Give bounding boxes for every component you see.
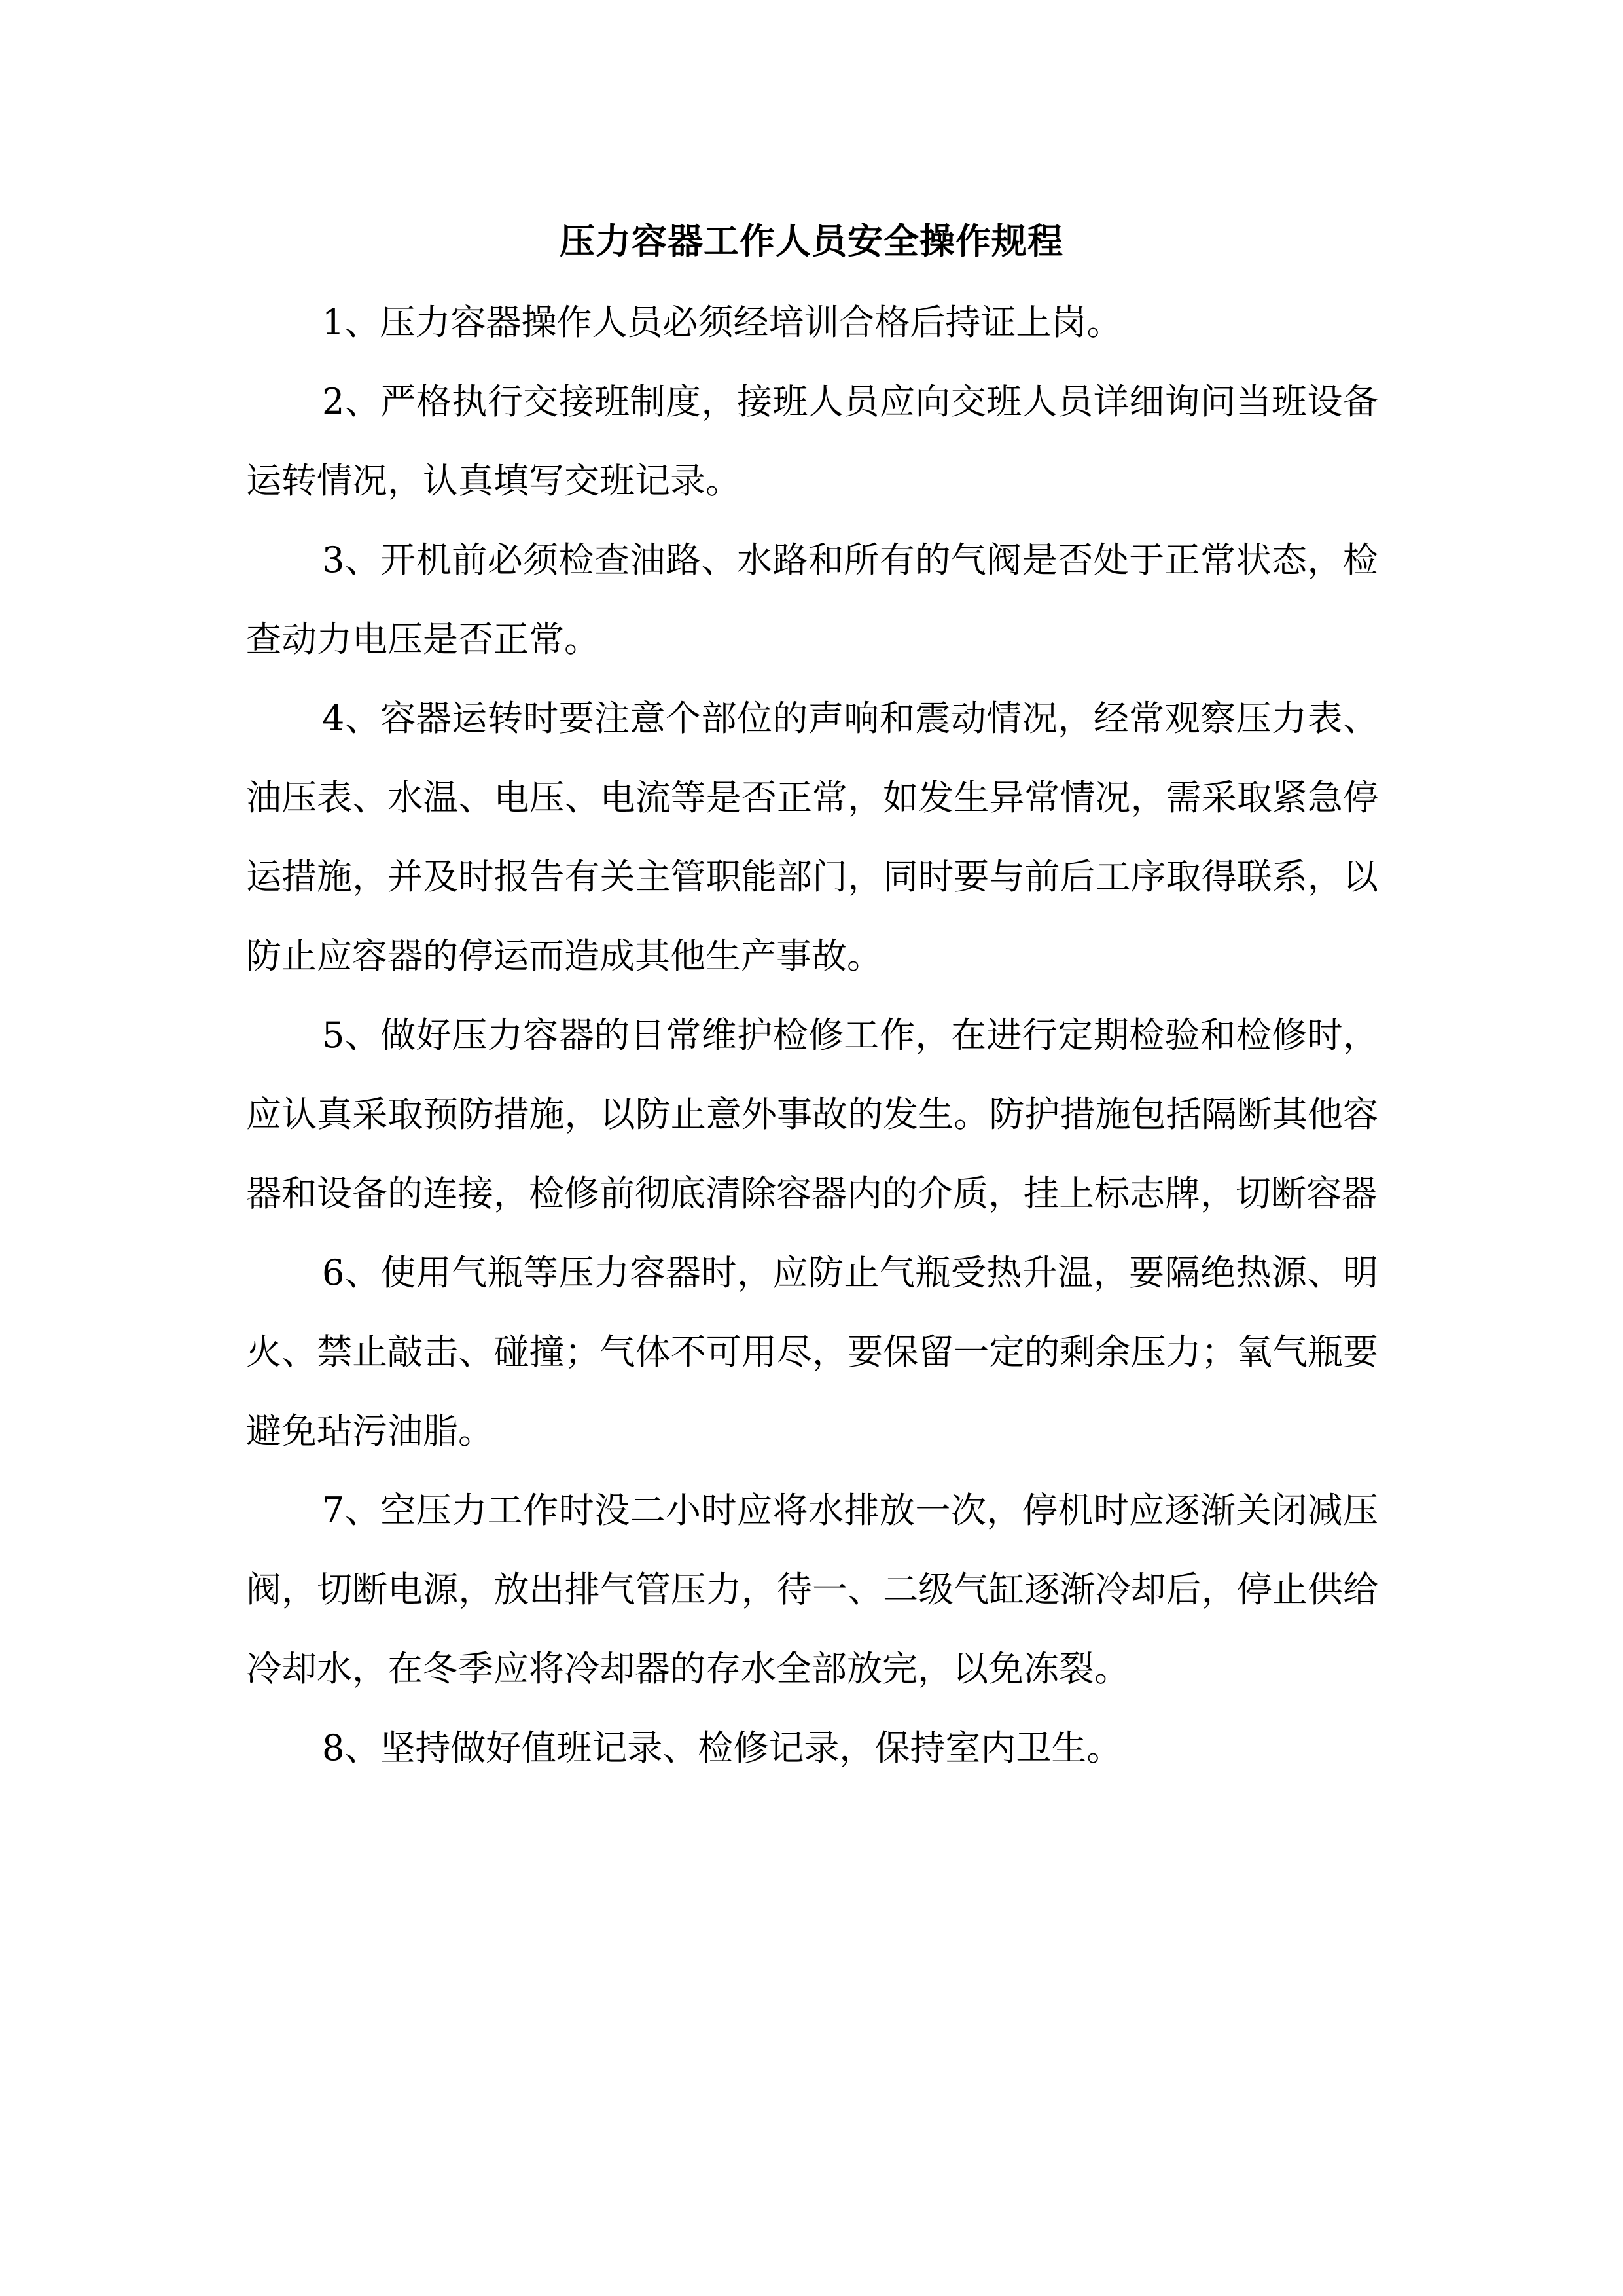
- paragraph-5: 5、做好压力容器的日常维护检修工作，在进行定期检验和检修时，应认真采取预防措施，以防止意外事故的发生。防护措施包括隔断其他容器和设备的连接，检修前彻底清除容器内的介质，挂上标志牌，切断容器: [246, 1014, 1378, 1214]
- paragraph-6: 6、使用气瓶等压力容器时，应防止气瓶受热升温，要隔绝热源、明火、禁止敲击、碰撞；气体不可用尽，要保留一定的剩余压力；氧气瓶要避免玷污油脂。: [246, 1252, 1378, 1452]
- document-body: [246, 283, 1378, 1787]
- paragraph-4: 4、容器运转时要注意个部位的声响和震动情况，经常观察压力表、油压表、水温、电压、电流等是否正常，如发生异常情况，需采取紧急停运措施，并及时报告有关主管职能部门，同时要与前后工序取得联系，以防止应容器的停运而造成其他生产事故。: [246, 698, 1378, 977]
- paragraph-2: 2、严格执行交接班制度，接班人员应向交班人员详细询问当班设备运转情况，认真填写交班记录。: [246, 381, 1378, 501]
- paragraph-1: 1、压力容器操作人员必须经培训合格后持证上岗。: [322, 302, 1122, 343]
- paragraph-3: 3、开机前必须检查油路、水路和所有的气阀是否处于正常状态，检查动力电压是否正常。: [246, 539, 1378, 660]
- paragraph-8: 8、坚持做好值班记录、检修记录，保持室内卫生。: [322, 1727, 1122, 1768]
- paragraph-7: 7、空压力工作时没二小时应将水排放一次，停机时应逐渐关闭减压阀，切断电源，放出排气管压力，待一、二级气缸逐渐冷却后，停止供给冷却水，在冬季应将冷却器的存水全部放完，以免冻裂。: [246, 1490, 1378, 1689]
- document-title: 压力容器工作人员安全操作规程: [560, 220, 1063, 262]
